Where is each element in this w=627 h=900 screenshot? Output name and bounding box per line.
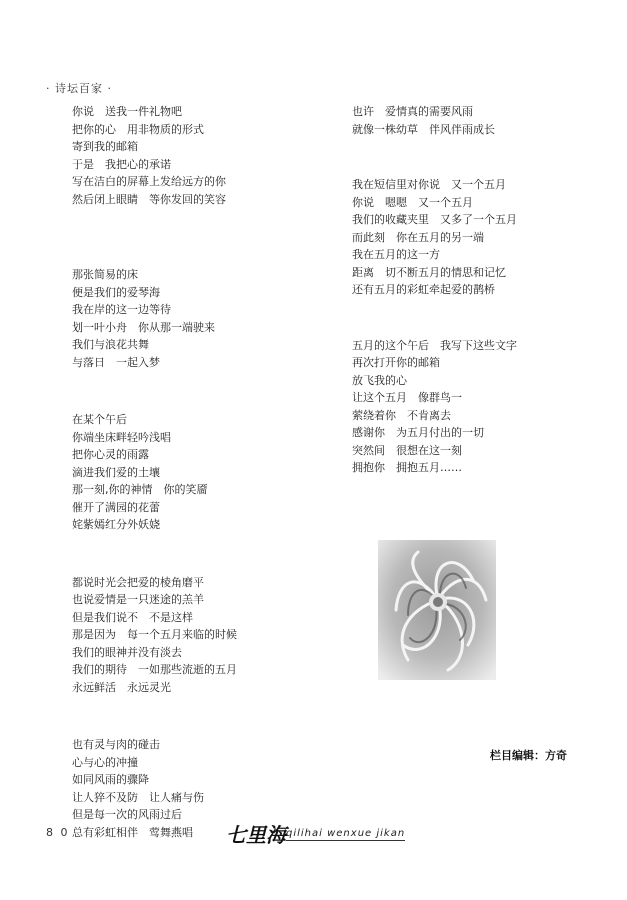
poem-line: 也说爱情是一只迷途的羔羊 [72, 593, 204, 606]
poem-line: 五月的这个午后 我写下这些文字 [352, 338, 517, 352]
poem-line: 那一刻,你的神情 你的笑靥 [72, 483, 208, 496]
poem-line: 我们的眼神并没有淡去 [72, 645, 182, 659]
poem-line: 与落日 一起入梦 [72, 355, 160, 369]
poem-line: 让人猝不及防 让人痛与伤 [72, 790, 204, 804]
left-stanza-2 [72, 266, 322, 371]
poem-line: 划一叶小舟 你从那一端驶来 [72, 320, 215, 334]
poem-line: 我们的收藏夹里 又多了一个五月 [352, 213, 517, 226]
right-stanza-2 [352, 176, 602, 299]
magazine-logo: 七里海 [226, 823, 286, 847]
poem-line: 距离 切不断五月的情思和记忆 [352, 265, 506, 279]
poem-line: 我在五月的这一方 [352, 248, 440, 261]
left-stanza-4 [72, 574, 322, 697]
poem-line: 但是我们说不 不是这样 [72, 610, 193, 624]
poem-line: 你说 送我一件礼物吧 [72, 105, 182, 118]
chrysanthemum-image [378, 540, 496, 680]
left-stanza-1 [72, 103, 322, 208]
poem-line: 心与心的冲撞 [72, 755, 138, 769]
poem-line: 那是因为 每一个五月来临的时候 [72, 628, 237, 641]
poem-line: 永远鲜活 永远灵光 [72, 680, 171, 694]
poem-line: 如同风雨的骤降 [72, 773, 149, 786]
poem-line: 也有灵与肉的碰击 [72, 738, 160, 751]
poem-line: 我们的期待 一如那些流逝的五月 [72, 663, 237, 676]
poem-line: 总有彩虹相伴 莺舞燕唱 [72, 825, 193, 839]
right-column [352, 103, 602, 477]
poem-line: 滴进我们爱的土壤 [72, 465, 160, 479]
right-stanza-1 [352, 103, 602, 138]
poem-line: 放飞我的心 [352, 373, 407, 387]
poem-line: 在某个午后 [72, 413, 127, 426]
poem-line: 就像一株幼草 伴风伴雨成长 [352, 122, 495, 136]
poem-line: 写在洁白的屏幕上发给远方的你 [72, 175, 226, 188]
poem-line: 让这个五月 像群鸟一 [352, 391, 462, 404]
poem-line: 拥抱你 拥抱五月…… [352, 461, 462, 474]
poem-line: 催开了满园的花蕾 [72, 500, 160, 514]
left-stanza-3 [72, 411, 322, 534]
poem-line: 而此刻 你在五月的另一端 [352, 230, 484, 244]
flower-photo [378, 540, 496, 680]
magazine-pinyin: qilihai wenxue jikan [286, 828, 406, 839]
poem-line: 你端坐床畔轻吟浅唱 [72, 430, 171, 444]
section-header: · 诗坛百家 · [46, 82, 112, 95]
poem-line: 感谢你 为五月付出的一切 [352, 426, 484, 439]
left-column [72, 103, 322, 841]
page-number: 8 0 [46, 826, 70, 839]
poem-line: 然后闭上眼睛 等你发回的笑容 [72, 192, 226, 206]
poem-line: 那张简易的床 [72, 268, 138, 281]
poem-line: 萦绕着你 不肯离去 [352, 408, 451, 422]
column-editor: 栏目编辑：方奇 [490, 749, 567, 762]
poem-line: 把你心灵的雨露 [72, 448, 149, 461]
poem-line: 便是我们的爱琴海 [72, 285, 160, 299]
poem-line: 把你的心 用非物质的形式 [72, 122, 204, 136]
poem-line: 于是 我把心的承诺 [72, 157, 171, 171]
poem-line: 也许 爱情真的需要风雨 [352, 105, 473, 118]
poem-line: 但是每一次的风雨过后 [72, 808, 182, 821]
poem-line: 都说时光会把爱的棱角磨平 [72, 575, 204, 589]
poem-line: 还有五月的彩虹牵起爱的鹊桥 [352, 283, 495, 296]
poem-line: 姹紫嫣红分外妖娆 [72, 518, 160, 531]
right-stanza-3 [352, 337, 602, 477]
poem-line: 我在岸的这一边等待 [72, 303, 171, 316]
poem-line: 你说 嗯嗯 又一个五月 [352, 195, 473, 209]
poem-line: 我在短信里对你说 又一个五月 [352, 178, 506, 191]
poem-line: 寄到我的邮箱 [72, 140, 138, 153]
poem-line: 我们与浪花共舞 [72, 338, 149, 351]
poem-line: 再次打开你的邮箱 [352, 356, 440, 369]
poem-line: 突然间 很想在这一刻 [352, 443, 462, 457]
